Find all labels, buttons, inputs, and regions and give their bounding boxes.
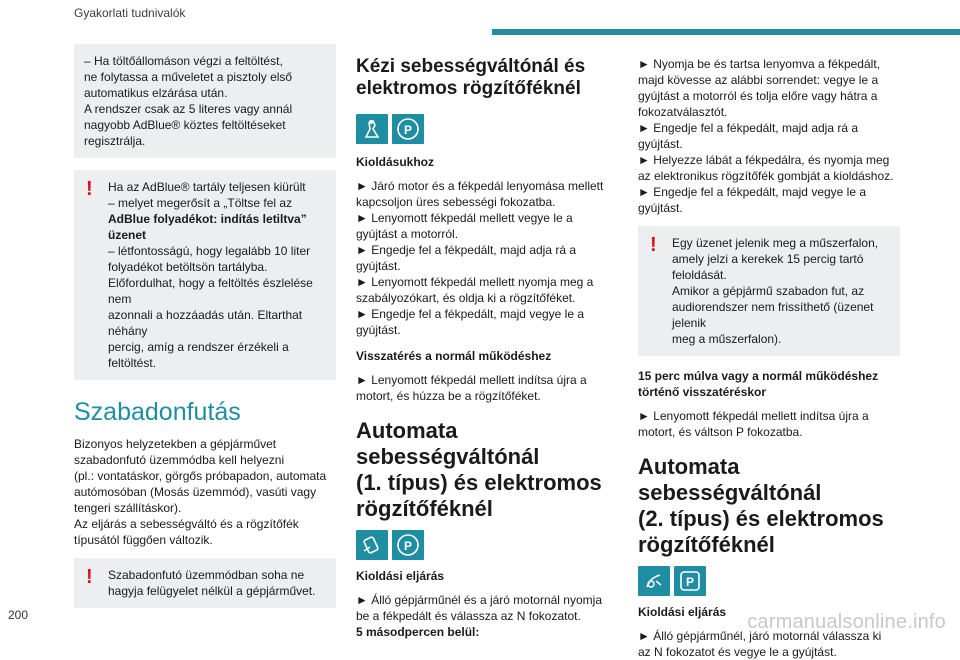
column-1 [74,44,336,608]
steps-return-p [638,408,900,440]
text-line: gyújtást. [638,137,683,151]
warning-icon: ! [650,234,657,256]
text-line: kapcsoljon üres sebességi fokozatba. [356,195,556,209]
section-heading-manual [356,56,618,100]
text-line: hagyja felügyelet nélkül a gépjárművet. [108,584,316,598]
text-line: Az eljárás a sebességváltó és a rögzítőfék [74,517,299,531]
text-line: majd kövesse az alábbi sorrendet: vegye le a [638,73,879,87]
text-line: ► Engedje fel a fékpedált, majd adja rá a [356,243,577,257]
text-line: ne folytassa a műveletet a pisztoly első [84,70,293,84]
text-line: típusától függően változik. [74,533,213,547]
heading-line: rögzítőféknél [638,532,775,557]
text-line: ► Engedje fel a fékpedált, majd vegye le a [638,185,867,199]
svg-text:P: P [403,539,413,553]
steps-return [356,372,618,404]
text-line: amely jelzi a kerekek 15 percig tartó [672,252,864,266]
text-line: azonnali a hozzáadás után. Eltarthat néhány [108,308,303,338]
page-header: Gyakorlati tudnivalók [74,6,186,20]
warning-icon: ! [86,178,93,200]
text-line: gyújtást a motorról. [356,227,459,241]
page-number: 200 [8,608,29,622]
text-line: AdBlue folyadékot: indítás letiltva” üzenet [108,212,307,242]
text-line: be a fékpedált és válassza az N fokozatot. [356,609,581,623]
text-line: motort, és húzza be a rögzítőféket. [356,389,541,403]
text-line: az elektronikus rögzítőfék gombját a kioldáshoz. [638,169,894,183]
icon-row-auto1 [356,530,618,560]
heading-line: elektromos rögzítőféknél [356,78,581,99]
icon-row-manual [356,114,618,144]
text-line: ► Álló gépjárműnél, járó motornál válassza ki [638,629,882,643]
text-line: tengeri szállításkor). [74,501,182,515]
text-line: az N fokozatot és vegye le a gyújtást. [638,645,837,659]
warning-box-dashboard [638,226,900,356]
text-line: gyújtást a motorról és tolja előre vagy hátra a [638,89,878,103]
text-line: A rendszer csak az 5 literes vagy annál [84,102,293,116]
steps-auto1-continued [638,56,900,216]
text-line: szabadonfutó üzemmódba kell helyezni [74,453,285,467]
text-line: szabályozókart, és oldja ki a rögzítőféket. [356,291,576,305]
text-line: nagyobb AdBlue® köztes feltöltéseket [84,118,286,132]
text-line: feloldását. [672,268,727,282]
heading-line: Automata sebességváltónál [638,454,822,505]
steps-manual [356,178,618,338]
heading-line: rögzítőféknél [356,496,493,521]
section-heading-freewheel: Szabadonfutás [74,398,241,426]
watermark: carmanualsonline.info [747,611,946,633]
info-box-refuel [74,44,336,158]
text-line: fokozatválasztót. [638,105,728,119]
svg-text:P: P [685,575,695,589]
warning-box-freewheel [74,558,336,608]
subheading-line: történő visszatéréskor [638,385,767,399]
parking-brake-icon [392,114,424,144]
text-line: – létfontosságú, hogy legalább 10 liter [108,244,311,258]
warning-box-adblue [74,170,336,380]
text-line: Szabadonfutó üzemmódban soha ne [108,568,305,582]
text-line: ► Nyomja be és tartsa lenyomva a fékpedált, [638,57,880,71]
warning-icon: ! [86,566,93,588]
automatic-gear-icon [356,530,388,560]
column-3 [638,44,900,660]
subheading-15-min [638,368,900,400]
subheading-release-procedure: Kioldási eljárás [638,605,727,619]
text-line: audiorendszer nem frissíthető (üzenet jelenik [672,300,874,330]
text-line: (pl.: vontatáskor, görgős próbapadon, automata [74,469,327,483]
text-line: – Ha töltőállomáson végzi a feltöltést, [84,54,283,68]
text-line: ► Lenyomott fékpedál mellett vegye le a [356,211,573,225]
text-line: Amikor a gépjármű szabadon fut, az [672,284,865,298]
heading-line: Automata sebességváltónál [356,418,540,469]
text-line: automatikus elzárása után. [84,86,228,100]
manual-gear-icon [356,114,388,144]
text-line: ► Álló gépjárműnél és a járó motornál nyomja [356,593,602,607]
text-line: gyújtást. [356,259,401,273]
heading-line: Kézi sebességváltónál és [356,56,586,77]
heading-line: (1. típus) és elektromos [356,470,602,495]
text-line: gyújtást. [638,201,683,215]
icon-row-auto2 [638,566,900,596]
text-line: folyadékot betöltsön tartályba. [108,260,268,274]
svg-text:P: P [403,123,413,137]
text-line: ► Lenyomott fékpedál mellett indítsa újra a [638,409,869,423]
text-line: ► Lenyomott fékpedál mellett indítsa újra a [356,373,587,387]
text-line: ► Járó motor és a fékpedál lenyomása mellett [356,179,604,193]
section-heading-auto2 [638,454,900,558]
steps-auto1 [356,592,618,640]
text-line: ► Helyezze lábát a fékpedálra, és nyomja meg [638,153,890,167]
text-line: Bizonyos helyzetekben a gépjárművet [74,437,277,451]
text-line: Ha az AdBlue® tartály teljesen kiürült [108,180,306,194]
text-line: motort, és váltson P fokozatba. [638,425,803,439]
column-2 [356,44,618,640]
text-line: percig, amíg a rendszer érzékeli a feltöltést. [108,340,289,370]
text-line: 5 másodpercen belül: [356,625,480,639]
text-line: – melyet megerősít a „Töltse fel az [108,196,293,210]
text-line: autómosóban (Mosás üzemmód), vasúti vagy [74,485,317,499]
subheading-line: 15 perc múlva vagy a normál működéshez [638,369,879,383]
parking-brake-icon [674,566,706,596]
text-line: gyújtást. [356,323,401,337]
text-line: ► Lenyomott fékpedál mellett nyomja meg a [356,275,594,289]
automatic-gear-icon [638,566,670,596]
paragraph-freewheel [74,436,336,548]
text-line: ► Engedje fel a fékpedált, majd vegye le a [356,307,585,321]
subheading-release: Kioldásukhoz [356,155,435,169]
header-accent-bar [492,29,960,35]
text-line: Előfordulhat, hogy a feltöltés észlelése nem [108,276,313,306]
text-line: ► Engedje fel a fékpedált, majd adja rá a [638,121,859,135]
parking-brake-icon [392,530,424,560]
text-line: regisztrálja. [84,134,146,148]
section-heading-auto1 [356,418,618,522]
text-line: meg a műszerfalon). [672,332,782,346]
subheading-return: Visszatérés a normál működéshez [356,349,552,363]
subheading-release-procedure: Kioldási eljárás [356,569,445,583]
heading-line: (2. típus) és elektromos [638,506,884,531]
text-line: Egy üzenet jelenik meg a műszerfalon, [672,236,879,250]
